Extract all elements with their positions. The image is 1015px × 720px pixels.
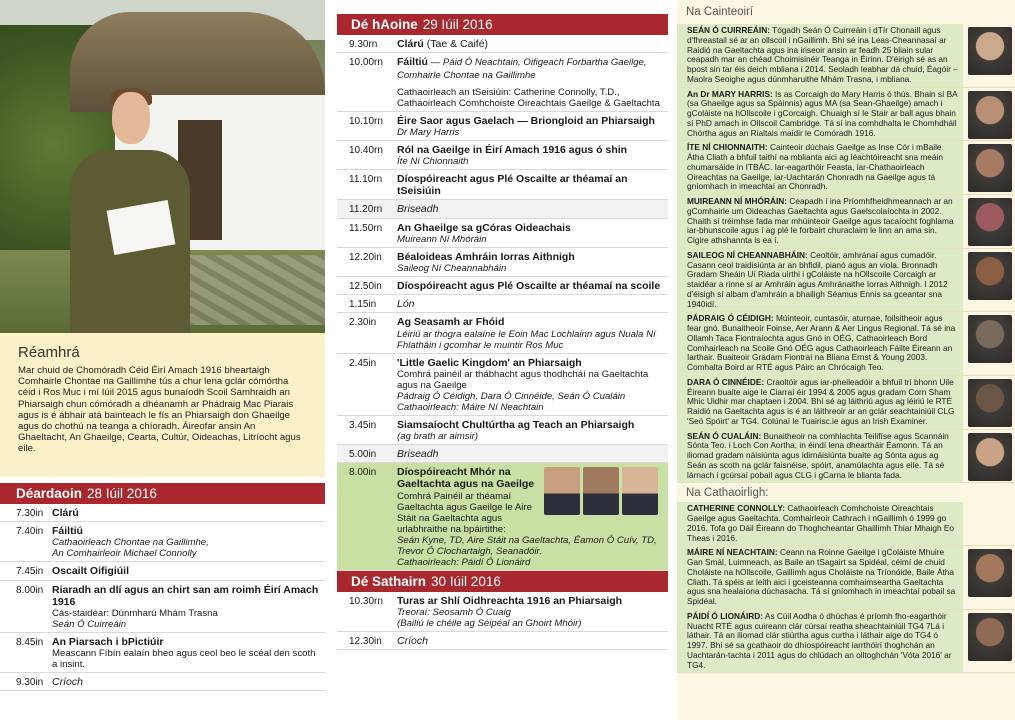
programme-time: 9.30in	[16, 677, 44, 689]
bio-photo	[963, 88, 1015, 141]
programme-title	[397, 251, 662, 263]
programme-time: 12.50in	[349, 281, 382, 293]
thursday-programme	[0, 504, 325, 691]
bio-text	[677, 546, 963, 609]
programme-line: Saileog Ní Cheannabháin	[397, 263, 507, 275]
programme-row	[337, 632, 668, 650]
programme-row	[337, 463, 668, 570]
chairs-list	[677, 502, 1015, 673]
bio-photo	[963, 430, 1015, 483]
bio-photo	[963, 312, 1015, 375]
programme-title	[397, 115, 662, 127]
programme-title-text: Díospóireacht Mhór na Gaeltachta agus na Gaeilge	[397, 466, 535, 491]
programme-title	[52, 676, 319, 688]
bio-body: Ceann na Roinne Gaeilge i gColáiste Mhuire Gan Smál, Luimneach, as Baile an tSagairt sa Spidéal, céimí de chuid Choláiste na hOllscoile, Gaillimh agus Choláiste na Tríonóide, Baile Átha Cliath. Tá spéis ar leith aici i gceisteanna comhaimseartha Gaeltachta agus sna healaíona dúchasacha. Tá sí gníomhach in imeachtaí pobail sa Spidéal.	[687, 547, 956, 606]
programme-row	[0, 522, 325, 562]
bio-body: Bunaitheoir na comhlachta Teilifíse agus Scannáin Sónta Teo. i Loch Con Aortha, in éindí lena dheartháir Éamonn. Tá an iliomad gradam náisiúnta agus idirnáisiúnta buaite ag Sónta agus ag Seán as scoth na gclár faisnéise, spóirt, anamúlachta agus eile. Tá sé lárnach i gcúrsaí pobail agus CLG i gCarna le blianta fada.	[687, 430, 949, 480]
bio-text	[677, 502, 963, 545]
day-name: Déardaoin	[16, 486, 83, 501]
programme-title	[397, 419, 662, 431]
day-header-saturday	[337, 571, 668, 592]
programme-row	[337, 53, 668, 111]
programme-details	[397, 203, 668, 215]
programme-line: Dr Mary Harris	[397, 126, 460, 138]
programme-title-text: An Piarsach i bPictiúir	[52, 636, 164, 649]
programme-title	[397, 38, 662, 50]
bio-entry	[677, 430, 1015, 484]
bio-name: MUIREANN NÍ MHÓRÁIN:	[687, 196, 788, 206]
bio-entry	[677, 546, 1015, 610]
programme-row	[337, 277, 668, 295]
left-column	[0, 0, 325, 720]
programme-details	[397, 448, 668, 460]
programme-title-text: 'Little Gaelic Kingdom' an Phiarsaigh	[397, 356, 582, 369]
day-date: 29 Iúil 2016	[422, 17, 493, 32]
programme-time: 8.00in	[349, 467, 377, 479]
programme-details	[52, 525, 325, 559]
bio-entry	[677, 24, 1015, 88]
programme-details	[52, 507, 325, 519]
bio-text	[677, 376, 963, 429]
panelist-photo	[583, 467, 619, 515]
programme-title-text: Oscailt Oifigiúil	[52, 565, 130, 578]
programme-time: 2.45in	[349, 357, 377, 369]
programme-details	[397, 222, 668, 245]
programme-title-text: Críoch	[397, 634, 428, 647]
programme-details	[52, 565, 325, 577]
programme-title-text: Fáiltiú	[52, 525, 83, 538]
bio-photo	[963, 502, 1015, 545]
portrait	[968, 613, 1012, 661]
bio-photo	[963, 195, 1015, 248]
bio-name: SEÁN Ó CUALÁIN:	[687, 430, 762, 441]
programme-row	[0, 562, 325, 580]
programme-details	[397, 38, 668, 50]
bio-entry	[677, 195, 1015, 249]
bio-body: Cainteoir dúchais Gaeilge as Inse Cór i mBaile Átha Cliath a bhfuil taithí na mblianta aici ag léachtóireacht sna meáin chumarsáide in ITBÁC. Iar-eagarthóir Feasta, iar-Chathaoirleach Oireachtas na Gaeilge, iar-Uachtarán Chonradh na Gaeilge agus tá gníomhach in imeachtaí an Chonradh.	[687, 142, 943, 192]
programme-time: 12.30in	[349, 635, 382, 647]
bio-entry	[677, 376, 1015, 430]
bio-name: MÁIRE NÍ NEACHTAIN:	[687, 547, 778, 558]
portrait	[968, 198, 1012, 246]
programme-time: 10.30rn	[349, 595, 383, 607]
bio-name: PÁDRAIG Ó CÉIDIGH:	[687, 313, 774, 324]
bio-text	[677, 610, 963, 673]
programme-row	[337, 141, 668, 170]
bio-name: PÁIDÍ Ó LIONÁIRD:	[687, 610, 764, 621]
bio-text	[677, 24, 963, 87]
programme-title-text: Briseadh	[397, 448, 439, 461]
programme-details	[397, 298, 668, 310]
programme-time: 10.40rn	[349, 144, 383, 156]
portrait	[968, 144, 1012, 192]
programme-title-text: Díospóireacht agus Plé Oscailte ar théamaí an tSeisiúin	[397, 173, 628, 198]
portrait	[968, 252, 1012, 300]
bio-photo	[963, 546, 1015, 609]
bio-text	[677, 312, 963, 375]
programme-title-text: Fáiltiú	[397, 56, 428, 69]
programme-title-text: Clárú	[52, 507, 79, 519]
bio-photo	[963, 24, 1015, 87]
bio-photo	[963, 376, 1015, 429]
programme-title-text: Briseadh	[397, 203, 439, 216]
friday-programme	[337, 35, 668, 571]
programme-title	[52, 584, 319, 608]
portrait	[968, 549, 1012, 597]
programme-details	[397, 595, 668, 629]
panelist-photo	[544, 467, 580, 515]
programme-details	[397, 251, 668, 274]
programme-line: Seán Kyne, TD, Aire Stáit na Gaeltachta, Éamon Ó Cuív, TD, Trevor Ó Clochartaigh, Seanadóir.	[397, 534, 657, 557]
programme-details	[397, 144, 668, 167]
programme-time: 1.15in	[349, 299, 377, 311]
panel-photos	[544, 467, 658, 515]
programme-line: Cathaoirleach: Máire Ní Neachtain	[397, 401, 544, 413]
programme-title-text: Siamsaíocht Chultúrtha ag Teach an Phiarsaigh	[397, 418, 635, 431]
bio-name: SEÁN Ó CUIRREÁIN:	[687, 25, 770, 35]
programme-line: Léiriú ar thogra ealaíne le Eoin Mac Lochlainn agus Nuala Ní Fhlatháin i gcomhar le muintir Ros Muc	[397, 328, 656, 351]
programme-time: 3.45in	[349, 419, 377, 431]
programme-time: 5.00in	[349, 449, 377, 461]
programme-title-extra: (Tae & Caifé)	[423, 38, 489, 50]
programme-row	[337, 445, 668, 463]
programme-title	[52, 525, 319, 537]
programme-details	[397, 173, 668, 197]
day-name: Dé hAoine	[351, 17, 418, 32]
bio-body: As Cúil Aodha ó dhúchas é príomh fho-eagarthóir Nuacht RTÉ agus cuireann clár cúrsaí reatha sheachtainiúil TG4 7Lá i láthair. Tá an iliomad clár stiúrtha agus curtha i láthair aige do TG4 ó 1997. Bhí sé sa gcathaoir do dhíospóireacht iarrthóirí thoghchán an Uachtarán-tachta i 2011 agus do chlúdach an olltoghchán 'Vóta 2016' ar TG4.	[687, 610, 952, 670]
programme-line: Cathaoirleach an tSeisiúin: Catherine Connolly, T.D., Cathaoirleach Comhchoiste Oireachtais Gaeilge & Gaeltachta	[397, 86, 660, 109]
bio-entry	[677, 610, 1015, 674]
programme-time: 11.10rn	[349, 174, 383, 186]
day-date: 30 Iúil 2016	[431, 573, 501, 589]
programme-row	[337, 416, 668, 445]
programme-line: Meascann Fíbín ealaín bheo agus ceol beo le scéal den scoth a insint.	[52, 648, 316, 671]
programme-title	[397, 298, 662, 310]
cover-photo	[0, 0, 325, 333]
programme-time: 11.50rn	[349, 222, 383, 234]
programme-title-text: Clárú	[397, 38, 424, 50]
programme-line: Cathaoirleach Chontae na Gaillimhe,	[52, 537, 209, 549]
programme-details	[397, 635, 668, 647]
chairs-heading: Na Cathaoirligh:	[686, 487, 769, 500]
programme-title-text: An Ghaeilge sa gCóras Oideachais	[397, 221, 571, 234]
programme-title-extra: — Páid Ó Neachtain, Oifigeach Forbartha Gaeilge, Comhairle Chontae na Gaillimhe	[397, 57, 647, 82]
bio-body: Cathaoirleach Comhchoiste Oireachtais Gaeilge agus Gaeltachta. Comhairleoir Cathrach i nGaillimh ó 1999 go 2016. Tofa go Dáil Éireann do Thoghcheantar Ghaillimh Thiar Mhaigh Eo Theas i 2016.	[687, 503, 955, 543]
bio-text	[677, 430, 963, 483]
programme-title	[397, 144, 662, 156]
programme-row	[337, 248, 668, 277]
bio-body: Is as Corcaigh do Mary Harris ó thús. Bhain sí BA (sa Ghaeilge agus sa Spáinnis) agus MA (sa Sean-Ghaeilge) amach i gColáiste na hOllscoile i gCorcaigh. Chuaigh sí le Stair ar ball agus bhain sí PhD amach in Ollscoil Cambridge. Tá sí ina comhdhalta le Chomhdháil Chórtha agus an Rialtais maidir le Comóradh 1916.	[687, 88, 958, 138]
programme-title	[52, 565, 319, 577]
programme-row	[337, 219, 668, 248]
programme-title	[52, 636, 319, 648]
speakers-list	[677, 24, 1015, 483]
programme-row	[337, 112, 668, 141]
programme-line: Íte Ní Chionnaith	[397, 156, 469, 168]
programme-line: (ag brath ar aimsir)	[397, 431, 479, 443]
bio-entry	[677, 502, 1015, 546]
programme-title	[397, 448, 662, 460]
portrait	[968, 315, 1012, 363]
programme-details	[397, 56, 668, 108]
programme-title	[397, 635, 662, 647]
programme-line: Pádraig Ó Céidigh, Dara Ó Cinnéide, Seán Ó Cualáin	[397, 390, 626, 402]
programme-line: Muireann Ní Mhóráin	[397, 233, 487, 245]
programme-row	[0, 633, 325, 673]
day-header-thursday	[0, 483, 325, 504]
day-name: Dé Sathairn	[351, 573, 427, 589]
programme-title	[397, 316, 662, 328]
portrait	[968, 379, 1012, 427]
programme-details	[397, 466, 668, 567]
programme-row	[337, 170, 668, 200]
programme-line: Seán Ó Cuirreáin	[52, 619, 127, 631]
programme-time: 12.20in	[349, 251, 382, 263]
programme-line: Cás-staidéar: Dúnmharú Mhám Trasna	[52, 608, 218, 620]
contributors-column	[677, 0, 1015, 720]
bio-body: Ceoltóir, amhránaí agus cumadóir. Casann ceol traidisiúnta ar an bhfidil, pianó agus an viola. Bronnadh Gradam Sheáin Uí Riada uirthi i gColáiste na hOllscoile Corcaigh ar staidéar a rinne sí ar Amhráin agus Amhránaithe Iorras Aithnigh. I 2012 d'éisigh sí albam d'amhráin a bhailigh Séamus Ennis sa gceantar sna 1940idí.	[687, 249, 948, 309]
portrait	[968, 27, 1012, 75]
day-header-friday	[337, 14, 668, 35]
speakers-heading: Na Cainteoirí	[686, 6, 754, 18]
bio-entry	[677, 141, 1015, 195]
programme-title	[397, 222, 662, 234]
programme-details	[397, 115, 668, 138]
programme-line: Comhrá painéil ar thábhacht agus thodhcháí na Gaeltachta agus na Gaeilge	[397, 368, 649, 391]
programme-title	[397, 56, 662, 82]
bio-photo	[963, 249, 1015, 312]
programme-time: 11.20rn	[349, 204, 383, 216]
bio-body: Ceapadh í ina Príomhfheidhmeannach ar an gComhairle um Oideachas Gaeltachta agus Gaelscolaíochta in 2002. Chaith sí tréimhse fada mar mhúinteoir Gaeilge agus tacaíocht foghlama iar-bhunscoile agus í ag plé le forbairt churaclaim le linn an ama sin. Cigire athshanntа is ea í.	[687, 196, 954, 245]
programme-details	[397, 357, 668, 413]
programme-time: 10.00rn	[349, 57, 383, 69]
programme-line: Comhrá Painéil ar théamaí Gaeltachta agus Gaeilge le Aire Stáit na Gaeltachta agus urlabhraithe na bpáirtithe:	[397, 490, 532, 535]
programme-details	[397, 280, 668, 292]
programme-title-text: Éire Saor agus Gaelach — Briongloid an Phiarsaigh	[397, 114, 655, 127]
bio-entry	[677, 312, 1015, 376]
programme-title	[397, 357, 662, 369]
bio-text	[677, 249, 963, 312]
programme-title	[397, 280, 662, 292]
programme-title-text: Críoch	[52, 676, 83, 689]
bio-name: An Dr MARY HARRIS:	[687, 88, 773, 99]
programme-line: Treoraí: Seosamh Ó Cuaig	[397, 606, 511, 618]
programme-row	[337, 592, 668, 632]
bio-text	[677, 195, 963, 248]
programme-title	[397, 595, 662, 607]
bio-name: SAILEOG NÍ CHEANNABHÁIN:	[687, 249, 808, 260]
bio-photo	[963, 610, 1015, 673]
bio-entry	[677, 249, 1015, 313]
panelist-photo	[622, 467, 658, 515]
programme-details	[52, 676, 325, 688]
programme-title-text: Díospóireacht agus Plé Oscailte ar théamaí na scoile	[397, 280, 661, 293]
programme-details	[52, 636, 325, 670]
programme-details	[397, 316, 668, 350]
programme-line: Cathaoirleach: Páidí Ó Lionáird	[397, 556, 531, 568]
programme-title	[397, 203, 662, 215]
portrait	[968, 91, 1012, 139]
programme-line: (Bailiú le chéile ag Séipéal an Ghoirt Mhóir)	[397, 617, 582, 629]
programme-time: 8.00in	[16, 584, 44, 596]
programme-row	[0, 581, 325, 633]
programme-title-text: Ról na Gaeilge in Éirí Amach 1916 agus ó shin	[397, 143, 628, 156]
programme-details	[52, 584, 325, 630]
programme-time: 8.45in	[16, 637, 44, 649]
bio-text	[677, 88, 963, 141]
programme-title-text: Lón	[397, 298, 415, 311]
programme-time: 7.45in	[16, 566, 44, 578]
bio-body: Craoltóir agus iar-pheileadóir a bhfuil trí bhonn Uile Éireann buaite aige le Ciarraí éir 1994 & 2005 agus gradam Corn Sham Mhic Uidhir mar chaptaen i 2004. Bhí sé ag láithriú agus ag léiriú le RTÉ Raidió na Gaeltachta agus is é an láithreoir ar an gclár seachtainiúil CLG 'Seó Spóirt' ar TG4. Colúnaí le Tuairisc.ie agus an Irish Examiner.	[687, 376, 955, 426]
programme-row	[337, 200, 668, 218]
programme-row	[337, 354, 668, 416]
bio-name: CATHERINE CONNOLLY:	[687, 503, 786, 514]
bio-body: Tógadh Seán Ó Cuirreáin i dTír Chonaill agus d'fhreastail sé ar an ollscoil i nGaillimh. Bhí sé ina Leas-Cheannasaí ar Raidió na Gaeltachta agus ina iriseoir ansin ar feadh 25 bliain sular ceapadh mar an chéad Choimisinéir Teanga in Éirinn. D'éirigh sé as an bpost sin tar éis deich mbliana i 2014. Seoladh leabhar dá chuid, Éagóir – Maolra Seoighe agus dúnmharuithe Mhám Trasna, i mbliana.	[687, 25, 958, 84]
programme-time: 7.30in	[16, 508, 44, 519]
programme-details	[397, 419, 668, 442]
programme-line: An Comhairleoir Michael Connolly	[52, 548, 197, 560]
programme-time: 10.10rn	[349, 115, 383, 127]
programme-time: 7.40in	[16, 526, 44, 538]
saturday-programme	[337, 592, 668, 650]
intro-title: Réamhrá	[18, 344, 80, 361]
bio-name: ÍTE NÍ CHIONNAITH:	[687, 142, 768, 153]
day-date: 28 Iúil 2016	[87, 486, 157, 501]
programme-time: 2.30in	[349, 317, 377, 329]
intro-text: Mar chuid de Chomóradh Céid Éirí Amach 1916 bheartaigh Comhairle Chontae na Gaillimhe tús a chur lena gclár cómórtha céid i Ros Muc i mí Iúil 2015 agus bunaíodh Scoil Samhraidh an Phiarsaigh chun cómóradh a dhéanamh ar Phádraig Mac Piarais agus is é ábhair atá bainteach le fís an Phiarsaigh don Ghaeilge agus do chothú na teanga a chíoradh. Áireofar ansin An Ghaeltacht, An Ghaeilge, Cearta, Cultúr, Oideachas, Litríocht agus eile.	[18, 365, 301, 455]
bio-photo	[963, 141, 1015, 194]
intro-box	[0, 333, 325, 477]
bio-name: DARA Ó CINNÉIDE:	[687, 376, 765, 387]
programme-row	[337, 313, 668, 353]
programme-row	[0, 673, 325, 691]
programme-row	[337, 295, 668, 313]
portrait	[968, 433, 1012, 481]
bio-entry	[677, 88, 1015, 142]
programme-title-text: Riaradh an dlí agus an chirt san am roimh Éirí Amach 1916	[52, 583, 319, 608]
bio-text	[677, 141, 963, 194]
programme-title-text: Ag Seasamh ar Fhóid	[397, 316, 505, 329]
programme-title-text: Béaloideas Amhráin Iorras Aithnigh	[397, 250, 575, 263]
bio-body: Múinteoir, cuntasóir, aturnae, foilsitheoir agus fear gnó. Bunaitheoir Foinse, Aer Arann & Aer Lingus Regional. Tá sé ina Ollamh Taca Fiontraíochta agus Gnó in OÉG, Cathaoirleach Bord Comhairleach na Scoile Gnó OÉG agus Cathaoirleach Fáilte Éireann an Iarthair. Buaiteoir Gradam Fiontraí na Bliana Ernst & Young 2003. Comhalta Boird ar RTÉ agus Páirc an Chrócaigh Teo.	[687, 313, 956, 372]
middle-column	[337, 0, 668, 720]
programme-title	[52, 507, 319, 519]
programme-time: 9.30rn	[349, 39, 378, 50]
programme-row	[337, 35, 668, 53]
programme-row	[0, 504, 325, 522]
programme-title	[397, 173, 662, 197]
programme-title-text: Turas ar Shlí Oidhreachta 1916 an Phiarsaigh	[397, 594, 623, 607]
